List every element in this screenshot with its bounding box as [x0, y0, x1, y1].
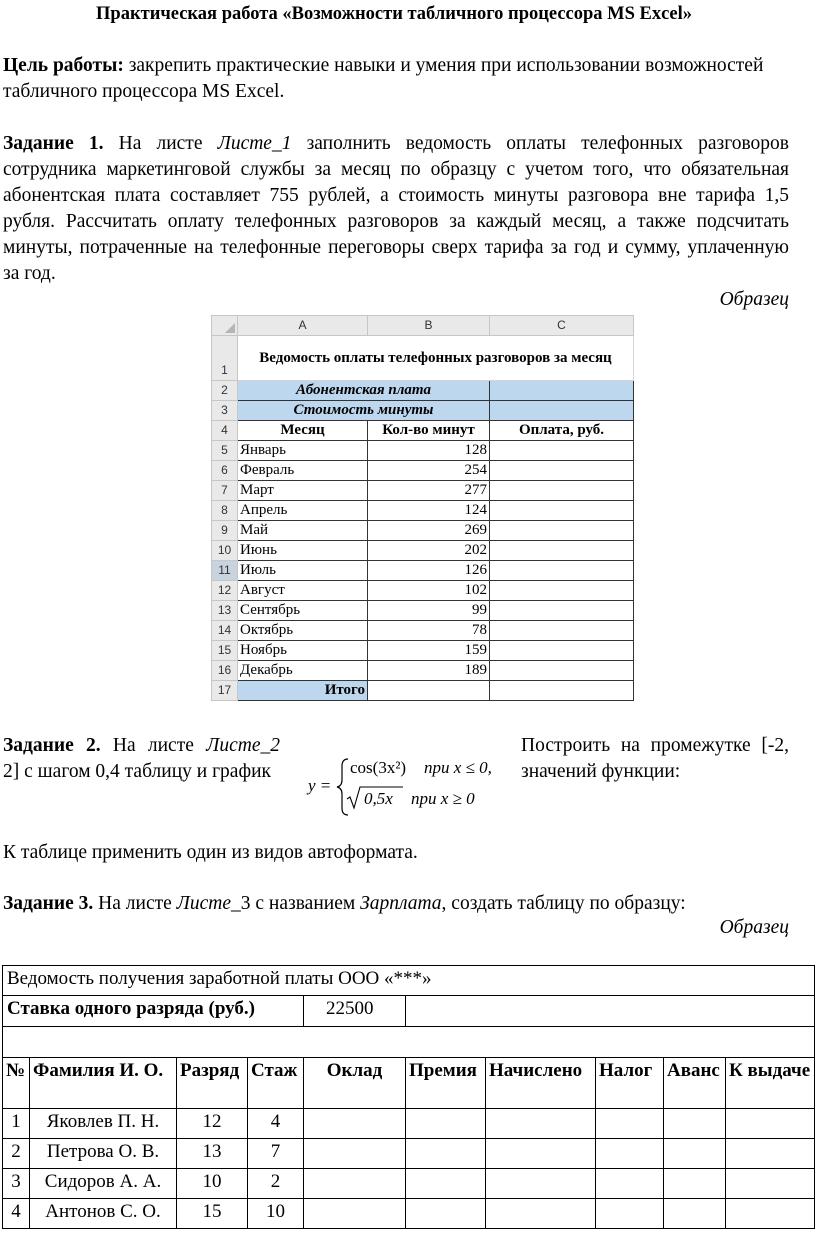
empty-cell	[304, 1139, 406, 1169]
month-cell[interactable]: Ноябрь	[238, 641, 368, 661]
empty-row	[3, 1027, 815, 1058]
payment-cell[interactable]	[490, 441, 634, 461]
minutes-cell[interactable]: 159	[368, 641, 490, 661]
formula-case-2: 0,5x	[364, 789, 393, 808]
document-title: Практическая работа «Возможности табличного процессора MS Excel»	[96, 4, 692, 24]
employee-name: Антонов С. О.	[30, 1199, 177, 1229]
employee-experience: 4	[248, 1109, 304, 1139]
salary-header-cell: Стаж	[248, 1058, 304, 1109]
empty-cell	[406, 1169, 486, 1199]
task1-label: Задание 1.	[3, 133, 104, 154]
col-header-c[interactable]: C	[490, 316, 634, 336]
salary-header-cell: Аванс	[664, 1058, 726, 1109]
task3-paragraph	[3, 891, 686, 917]
task2-right-block	[521, 733, 789, 785]
autoformat-paragraph: К таблице применить один из видов автоформата.	[3, 842, 418, 863]
row-number[interactable]: 9	[212, 521, 238, 541]
salary-header-cell: Начислено	[486, 1058, 596, 1109]
minutes-cell[interactable]: 99	[368, 601, 490, 621]
header-month[interactable]: Месяц	[238, 421, 368, 441]
minutes-cell[interactable]: 254	[368, 461, 490, 481]
empty-cell	[406, 1139, 486, 1169]
row-number[interactable]: 13	[212, 601, 238, 621]
month-cell[interactable]: Июль	[238, 561, 368, 581]
salary-row	[3, 1139, 815, 1169]
employee-experience: 7	[248, 1139, 304, 1169]
empty-cell	[486, 1139, 596, 1169]
empty-cell	[304, 1199, 406, 1229]
fee-label-cell[interactable]: Абонентская плата	[238, 381, 490, 401]
empty-cell	[486, 1109, 596, 1139]
month-cell[interactable]: Сентябрь	[238, 601, 368, 621]
minutes-cell[interactable]: 277	[368, 481, 490, 501]
row-index: 1	[3, 1109, 30, 1139]
task3-name: Зарплата	[360, 893, 442, 914]
task1-line-2: сотрудника маркетинговой службы за месяц по образцу с учетом того, что обязательная	[3, 159, 789, 180]
payment-cell[interactable]	[490, 481, 634, 501]
rate-label: Ставка одного разряда (руб.)	[3, 996, 304, 1027]
col-header-a[interactable]: A	[238, 316, 368, 336]
row-index: 4	[3, 1199, 30, 1229]
total-minutes-cell[interactable]	[368, 681, 490, 701]
empty-cell	[596, 1139, 664, 1169]
row-number[interactable]: 10	[212, 541, 238, 561]
formula-condition-2: при x ≥ 0	[411, 789, 475, 808]
payment-cell[interactable]	[490, 621, 634, 641]
minutes-cell[interactable]: 78	[368, 621, 490, 641]
salary-header-cell: Фамилия И. О.	[30, 1058, 177, 1109]
empty-cell	[726, 1109, 815, 1139]
employee-experience: 2	[248, 1169, 304, 1199]
task2-line-4: значений функции:	[521, 761, 681, 782]
header-minutes[interactable]: Кол-во минут	[368, 421, 490, 441]
salary-row	[3, 1199, 815, 1229]
formula-case-1: cos(3x²)	[350, 758, 407, 777]
empty-cell	[664, 1139, 726, 1169]
minutes-cell[interactable]: 189	[368, 661, 490, 681]
task2-line-2: 2] с шагом 0,4 таблицу и график	[3, 761, 272, 782]
empty-cell	[726, 1199, 815, 1229]
minutes-cell[interactable]: 202	[368, 541, 490, 561]
employee-grade: 12	[177, 1109, 248, 1139]
minutes-cell[interactable]: 128	[368, 441, 490, 461]
month-cell[interactable]: Май	[238, 521, 368, 541]
task3-sheet: Листе	[176, 893, 232, 914]
task2-label: Задание 2.	[3, 735, 101, 756]
empty-cell	[726, 1139, 815, 1169]
month-cell[interactable]: Октябрь	[238, 621, 368, 641]
payment-cell[interactable]	[490, 601, 634, 621]
empty-cell	[486, 1169, 596, 1199]
task1-line1-text: На листе Листе_1 заполнить ведомость оплаты телефонных разговоров	[118, 133, 789, 154]
employee-grade: 13	[177, 1139, 248, 1169]
piecewise-formula	[308, 756, 518, 818]
sample-label-2: Образец	[719, 917, 789, 938]
payment-cell[interactable]	[490, 581, 634, 601]
select-all-corner[interactable]	[212, 316, 238, 336]
salary-header-cell: Премия	[406, 1058, 486, 1109]
minutes-cell[interactable]: 124	[368, 501, 490, 521]
month-cell[interactable]: Январь	[238, 441, 368, 461]
employee-name: Сидоров А. А.	[30, 1169, 177, 1199]
employee-grade: 10	[177, 1169, 248, 1199]
month-cell[interactable]: Февраль	[238, 461, 368, 481]
task1-sheet-name: Листе_1	[217, 133, 292, 154]
payment-cell[interactable]	[490, 561, 634, 581]
formula-condition-1: при x ≤ 0,	[424, 758, 492, 777]
row-number[interactable]: 17	[212, 681, 238, 701]
task3-label: Задание 3.	[3, 893, 94, 914]
empty-cell	[596, 1109, 664, 1139]
month-cell[interactable]: Декабрь	[238, 661, 368, 681]
row-number[interactable]: 5	[212, 441, 238, 461]
payment-cell[interactable]	[490, 521, 634, 541]
row-number[interactable]: 7	[212, 481, 238, 501]
salary-row	[3, 1109, 815, 1139]
salary-title: Ведомость получения заработной платы ООО «***»	[3, 966, 815, 996]
minutes-cell[interactable]: 102	[368, 581, 490, 601]
employee-experience: 10	[248, 1199, 304, 1229]
empty-cell	[596, 1169, 664, 1199]
row-number[interactable]: 8	[212, 501, 238, 521]
month-cell[interactable]: Апрель	[238, 501, 368, 521]
empty-cell	[726, 1169, 815, 1199]
task3-text-c: , создать таблицу по образцу:	[441, 893, 686, 914]
empty-cell	[304, 1109, 406, 1139]
row-number[interactable]: 6	[212, 461, 238, 481]
row-number[interactable]: 11	[212, 561, 238, 581]
minutes-cell[interactable]: 126	[368, 561, 490, 581]
rate-empty	[406, 996, 815, 1027]
empty-cell	[664, 1169, 726, 1199]
empty-cell	[406, 1199, 486, 1229]
task1-line-1	[3, 131, 789, 157]
employee-name: Яковлев П. Н.	[30, 1109, 177, 1139]
task2-line-1	[3, 733, 280, 759]
salary-table	[2, 965, 815, 1229]
col-header-b[interactable]: B	[368, 316, 490, 336]
payment-cell[interactable]	[490, 641, 634, 661]
payment-cell[interactable]	[490, 661, 634, 681]
excel-sheet-title[interactable]: Ведомость оплаты телефонных разговоров за месяц	[238, 336, 634, 381]
task1-line-6: за год.	[3, 263, 56, 284]
row-number[interactable]: 14	[212, 621, 238, 641]
payment-cell[interactable]	[490, 461, 634, 481]
payment-cell[interactable]	[490, 501, 634, 521]
header-payment[interactable]: Оплата, руб.	[490, 421, 634, 441]
excel-grid	[211, 315, 634, 701]
salary-header-cell: К выдаче	[726, 1058, 815, 1109]
row-number[interactable]: 2	[212, 381, 238, 401]
task1-line-5: минуты, потраченные на телефонные переговоры сверх тарифа за год и сумму, уплаченную	[3, 237, 789, 258]
month-cell[interactable]: Март	[238, 481, 368, 501]
month-cell[interactable]: Август	[238, 581, 368, 601]
task2-sheet: Листе_2	[206, 735, 280, 756]
employee-name: Петрова О. В.	[30, 1139, 177, 1169]
salary-header-cell: №	[3, 1058, 30, 1109]
employee-grade: 15	[177, 1199, 248, 1229]
minute-cost-label-cell[interactable]: Стоимость минуты	[238, 401, 490, 421]
task3-text-b: _3 с названием	[231, 893, 356, 914]
row-number[interactable]: 12	[212, 581, 238, 601]
row-number[interactable]: 1	[212, 336, 238, 381]
salary-row	[3, 1169, 815, 1199]
formula-y: y =	[308, 776, 332, 795]
excel-screenshot	[211, 315, 637, 707]
rate-value: 22500	[304, 996, 406, 1027]
task1-line-4: рубля. Рассчитать оплату телефонных разговоров за каждый месяц, а также подсчитать	[3, 211, 789, 232]
task1-paragraph	[3, 131, 789, 287]
empty-cell	[406, 1109, 486, 1139]
fee-value-cell[interactable]	[490, 381, 634, 401]
task2-text-a: На листе	[112, 735, 194, 756]
salary-header-cell: Налог	[596, 1058, 664, 1109]
month-cell[interactable]: Июнь	[238, 541, 368, 561]
payment-cell[interactable]	[490, 541, 634, 561]
task1-line-3: абонентская плата составляет 755 рублей, а стоимость минуты разговора вне тарифа 1,5	[3, 185, 789, 206]
goal-line-1: закрепить практические навыки и умения при использовании возможностей	[128, 55, 764, 76]
row-number[interactable]: 4	[212, 421, 238, 441]
goal-line-2: табличного процессора MS Excel.	[3, 81, 285, 102]
task2-line-3: Построить на промежутке [-2,	[521, 735, 789, 756]
goal-label: Цель работы:	[3, 55, 124, 76]
goal-paragraph	[3, 53, 789, 105]
task3-text-a: На листе	[98, 893, 172, 914]
row-index: 3	[3, 1169, 30, 1199]
empty-cell	[486, 1199, 596, 1229]
row-index: 2	[3, 1139, 30, 1169]
empty-cell	[304, 1169, 406, 1199]
minutes-cell[interactable]: 269	[368, 521, 490, 541]
empty-cell	[664, 1199, 726, 1229]
row-number[interactable]: 3	[212, 401, 238, 421]
row-number[interactable]: 16	[212, 661, 238, 681]
task2-left-block	[3, 733, 280, 785]
salary-header-cell: Разряд	[177, 1058, 248, 1109]
empty-cell	[596, 1199, 664, 1229]
minute-cost-value-cell[interactable]	[490, 401, 634, 421]
total-label-cell[interactable]: Итого	[238, 681, 368, 701]
sample-label-1: Образец	[719, 289, 789, 310]
salary-header-cell: Оклад	[304, 1058, 406, 1109]
total-payment-cell[interactable]	[490, 681, 634, 701]
empty-cell	[664, 1109, 726, 1139]
row-number[interactable]: 15	[212, 641, 238, 661]
